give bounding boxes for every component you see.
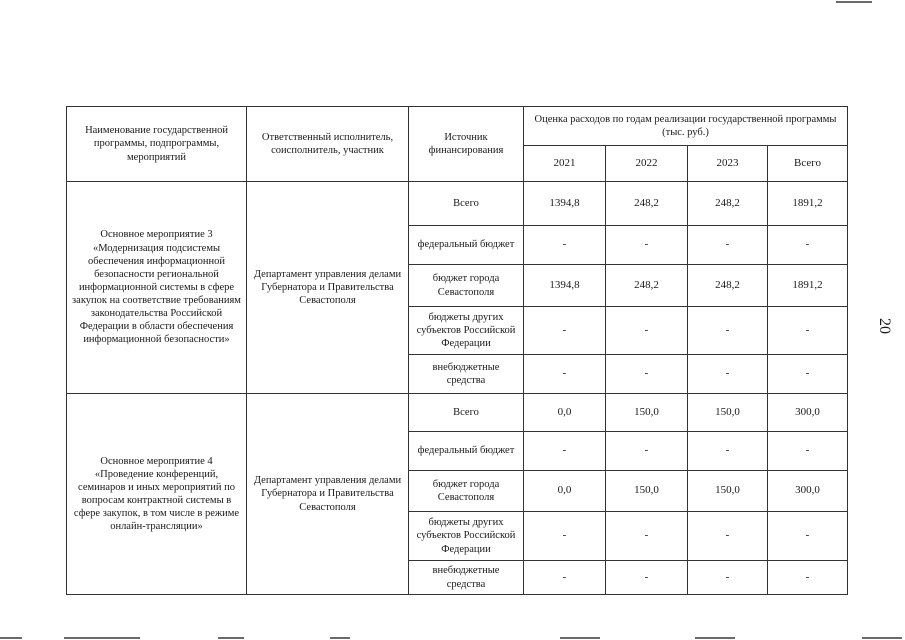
value-cell: 1891,2 xyxy=(768,265,848,307)
funding-source: федеральный бюджет xyxy=(409,226,524,265)
value-cell: 150,0 xyxy=(688,394,768,432)
value-cell: 150,0 xyxy=(688,471,768,512)
value-cell: 150,0 xyxy=(606,471,688,512)
program-name: Основное мероприятие 4 «Проведение конференций, семинаров и иных мероприятий по вопросам контрактной системы в сфере закупок, в том числе в режиме онлайн-трансляции» xyxy=(67,394,247,595)
table-row xyxy=(67,394,848,432)
value-cell: - xyxy=(606,561,688,595)
value-cell: 0,0 xyxy=(524,471,606,512)
funding-source: внебюджетные средства xyxy=(409,355,524,394)
value-cell: 248,2 xyxy=(688,182,768,226)
value-cell: - xyxy=(606,307,688,355)
value-cell: 0,0 xyxy=(524,394,606,432)
funding-source: внебюджетные средства xyxy=(409,561,524,595)
scan-artifact-line xyxy=(862,637,902,639)
header-total: Всего xyxy=(768,146,848,182)
value-cell: 1394,8 xyxy=(524,182,606,226)
value-cell: 248,2 xyxy=(606,182,688,226)
header-source: Источник финансирования xyxy=(409,107,524,182)
scan-artifact-line xyxy=(0,637,22,639)
value-cell: - xyxy=(606,432,688,471)
budget-table xyxy=(66,106,848,595)
value-cell: - xyxy=(606,226,688,265)
value-cell: 248,2 xyxy=(688,265,768,307)
value-cell: 1394,8 xyxy=(524,265,606,307)
value-cell: - xyxy=(524,561,606,595)
value-cell: - xyxy=(768,512,848,561)
value-cell: - xyxy=(688,512,768,561)
executor-name: Департамент управления делами Губернатора и Правительства Севастополя xyxy=(247,394,409,595)
header-estimate: Оценка расходов по годам реализации государственной программы (тыс. руб.) xyxy=(524,107,848,146)
value-cell: - xyxy=(768,226,848,265)
value-cell: - xyxy=(688,226,768,265)
header-executor: Ответственный исполнитель, соисполнитель, участник xyxy=(247,107,409,182)
value-cell: - xyxy=(768,307,848,355)
funding-source: Всего xyxy=(409,182,524,226)
value-cell: - xyxy=(688,432,768,471)
header-year-2023: 2023 xyxy=(688,146,768,182)
value-cell: 1891,2 xyxy=(768,182,848,226)
executor-name: Департамент управления делами Губернатора и Правительства Севастополя xyxy=(247,182,409,394)
value-cell: - xyxy=(768,561,848,595)
value-cell: - xyxy=(524,307,606,355)
value-cell: - xyxy=(524,226,606,265)
header-year-2021: 2021 xyxy=(524,146,606,182)
value-cell: - xyxy=(688,307,768,355)
page-number: 20 xyxy=(876,318,893,334)
scan-artifact-line xyxy=(560,637,600,639)
value-cell: 300,0 xyxy=(768,471,848,512)
value-cell: - xyxy=(768,432,848,471)
funding-source: бюджеты других субъектов Российской Федерации xyxy=(409,307,524,355)
value-cell: 300,0 xyxy=(768,394,848,432)
value-cell: - xyxy=(524,355,606,394)
header-year-2022: 2022 xyxy=(606,146,688,182)
funding-source: бюджеты других субъектов Российской Федерации xyxy=(409,512,524,561)
value-cell: - xyxy=(524,512,606,561)
scan-artifact-line xyxy=(330,637,350,639)
program-name: Основное мероприятие 3 «Модернизация подсистемы обеспечения информационной безопасности региональной информационной системы в сфере закупок на соответствие требованиям законодательства Российской Федерации в области обеспечения информационной безопасности» xyxy=(67,182,247,394)
funding-source: Всего xyxy=(409,394,524,432)
value-cell: 248,2 xyxy=(606,265,688,307)
value-cell: - xyxy=(606,512,688,561)
value-cell: 150,0 xyxy=(606,394,688,432)
value-cell: - xyxy=(688,561,768,595)
funding-source: бюджет города Севастополя xyxy=(409,471,524,512)
header-program: Наименование государственной программы, подпрограммы, мероприятий xyxy=(67,107,247,182)
value-cell: - xyxy=(606,355,688,394)
funding-source: федеральный бюджет xyxy=(409,432,524,471)
scan-artifact-line xyxy=(836,1,872,3)
scan-artifact-line xyxy=(64,637,140,639)
scan-artifact-line xyxy=(695,637,735,639)
value-cell: - xyxy=(768,355,848,394)
scan-artifact-line xyxy=(218,637,244,639)
value-cell: - xyxy=(688,355,768,394)
table-row xyxy=(67,182,848,226)
value-cell: - xyxy=(524,432,606,471)
funding-source: бюджет города Севастополя xyxy=(409,265,524,307)
